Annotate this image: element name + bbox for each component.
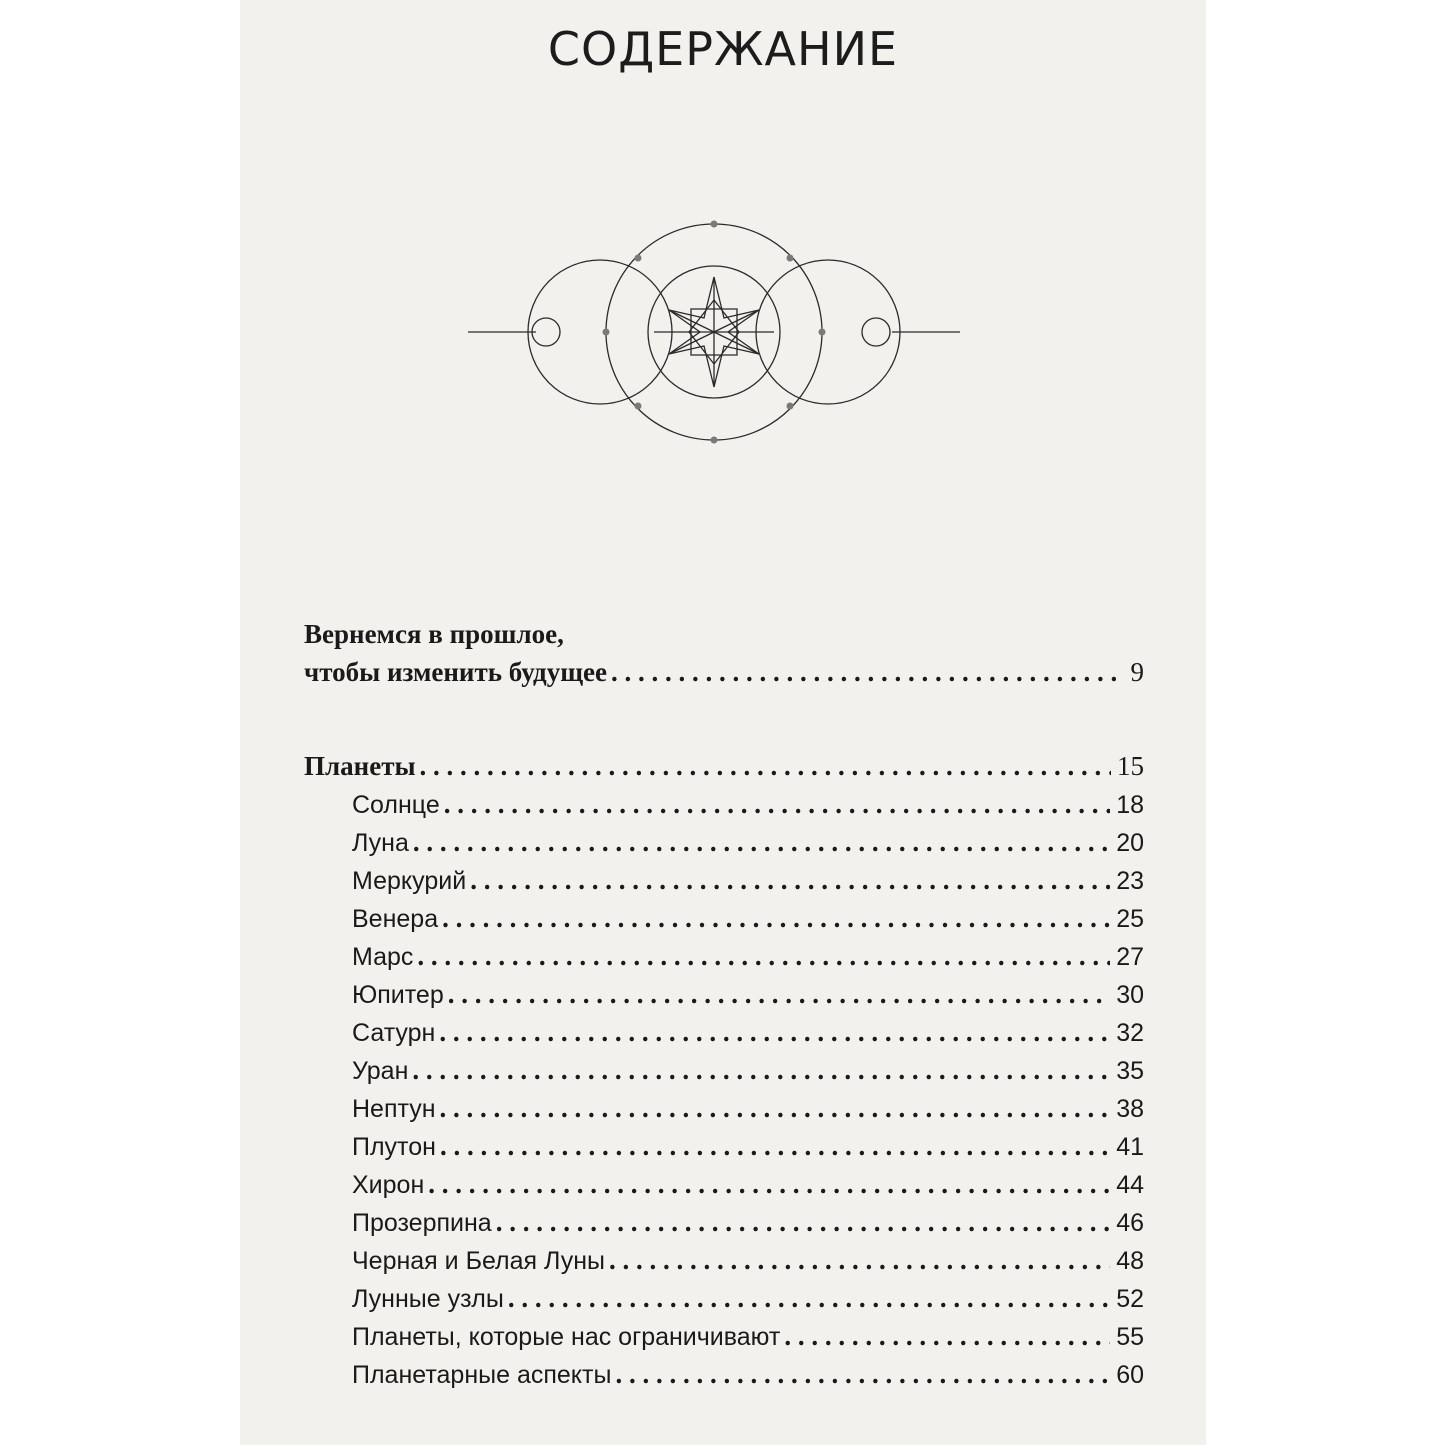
dot-leader xyxy=(417,937,1110,975)
toc-item xyxy=(304,1127,1144,1165)
toc-item-label: Уран xyxy=(352,1057,409,1085)
dot-leader xyxy=(448,975,1110,1013)
toc-item-page: 46 xyxy=(1116,1209,1144,1237)
toc-item-label: Плутон xyxy=(352,1133,436,1161)
dot-leader xyxy=(470,861,1110,899)
toc-item-label: Сатурн xyxy=(352,1019,436,1047)
toc-item-page: 60 xyxy=(1116,1361,1144,1389)
toc-item-page: 25 xyxy=(1116,905,1144,933)
toc-item-label: Юпитер xyxy=(352,981,444,1009)
toc-item-label: Черная и Белая Луны xyxy=(352,1247,605,1275)
toc-item-page: 55 xyxy=(1116,1323,1144,1351)
toc-item xyxy=(304,975,1144,1013)
dot-leader xyxy=(412,1051,1110,1089)
dot-leader xyxy=(615,1355,1110,1393)
toc-item xyxy=(304,1279,1144,1317)
dot-leader xyxy=(428,1165,1110,1203)
toc-item-label: Планетарные аспекты xyxy=(352,1361,612,1389)
toc-item xyxy=(304,785,1144,823)
toc-item-page: 32 xyxy=(1116,1019,1144,1047)
toc-item-page: 41 xyxy=(1116,1133,1144,1161)
dot-leader xyxy=(440,1089,1111,1127)
toc-item-label: Солнце xyxy=(352,791,440,819)
dot-leader xyxy=(442,899,1110,937)
toc-item xyxy=(304,937,1144,975)
toc-item xyxy=(304,1013,1144,1051)
toc-item-page: 27 xyxy=(1116,943,1144,971)
toc-item xyxy=(304,1051,1144,1089)
dot-leader xyxy=(439,1013,1110,1051)
dot-leader xyxy=(611,653,1125,691)
page-title: СОДЕРЖАНИЕ xyxy=(547,22,899,76)
celestial-circles-star-icon xyxy=(464,220,964,450)
toc-item-page: 35 xyxy=(1116,1057,1144,1085)
toc-item xyxy=(304,1203,1144,1241)
toc-item xyxy=(304,1241,1144,1279)
toc-item-label: Лунные узлы xyxy=(352,1285,504,1313)
dot-leader xyxy=(496,1203,1110,1241)
toc-section-label: Планеты xyxy=(304,751,416,781)
toc-intro-line-1: Вернемся в прошлое, xyxy=(304,619,564,649)
toc-entry-intro xyxy=(304,615,1144,691)
toc-item-label: Луна xyxy=(352,829,409,857)
toc-intro-line-2: чтобы изменить будущее xyxy=(304,657,607,687)
toc-item xyxy=(304,823,1144,861)
toc-item-page: 18 xyxy=(1116,791,1144,819)
dot-leader xyxy=(440,1127,1110,1165)
dot-leader xyxy=(444,785,1110,823)
toc-item-label: Прозерпина xyxy=(352,1209,492,1237)
table-of-contents xyxy=(304,615,1144,1393)
dot-leader xyxy=(420,747,1111,785)
dot-leader xyxy=(413,823,1110,861)
dot-leader xyxy=(508,1279,1110,1317)
toc-item-label: Нептун xyxy=(352,1095,436,1123)
toc-item-page: 52 xyxy=(1116,1285,1144,1313)
toc-item xyxy=(304,1089,1144,1127)
toc-item xyxy=(304,899,1144,937)
toc-item-label: Марс xyxy=(352,943,414,971)
dot-leader xyxy=(609,1241,1110,1279)
toc-item xyxy=(304,861,1144,899)
toc-item-page: 44 xyxy=(1116,1171,1144,1199)
toc-section-planets xyxy=(304,747,1144,785)
toc-section-page: 15 xyxy=(1117,751,1144,781)
dot-leader xyxy=(784,1317,1110,1355)
toc-item xyxy=(304,1317,1144,1355)
toc-item xyxy=(304,1165,1144,1203)
toc-intro-line-2-row xyxy=(304,653,1144,691)
toc-intro-page: 9 xyxy=(1130,657,1144,687)
toc-item-page: 38 xyxy=(1116,1095,1144,1123)
toc-item-label: Меркурий xyxy=(352,867,467,895)
toc-item-page: 30 xyxy=(1116,981,1144,1009)
toc-item-page: 20 xyxy=(1116,829,1144,857)
toc-item-page: 23 xyxy=(1116,867,1144,895)
book-page xyxy=(240,0,1206,1445)
toc-item-label: Планеты, которые нас ограничивают xyxy=(352,1323,781,1351)
toc-item xyxy=(304,1355,1144,1393)
toc-item-label: Хирон xyxy=(352,1171,425,1199)
toc-item-page: 48 xyxy=(1116,1247,1144,1275)
toc-item-label: Венера xyxy=(352,905,439,933)
